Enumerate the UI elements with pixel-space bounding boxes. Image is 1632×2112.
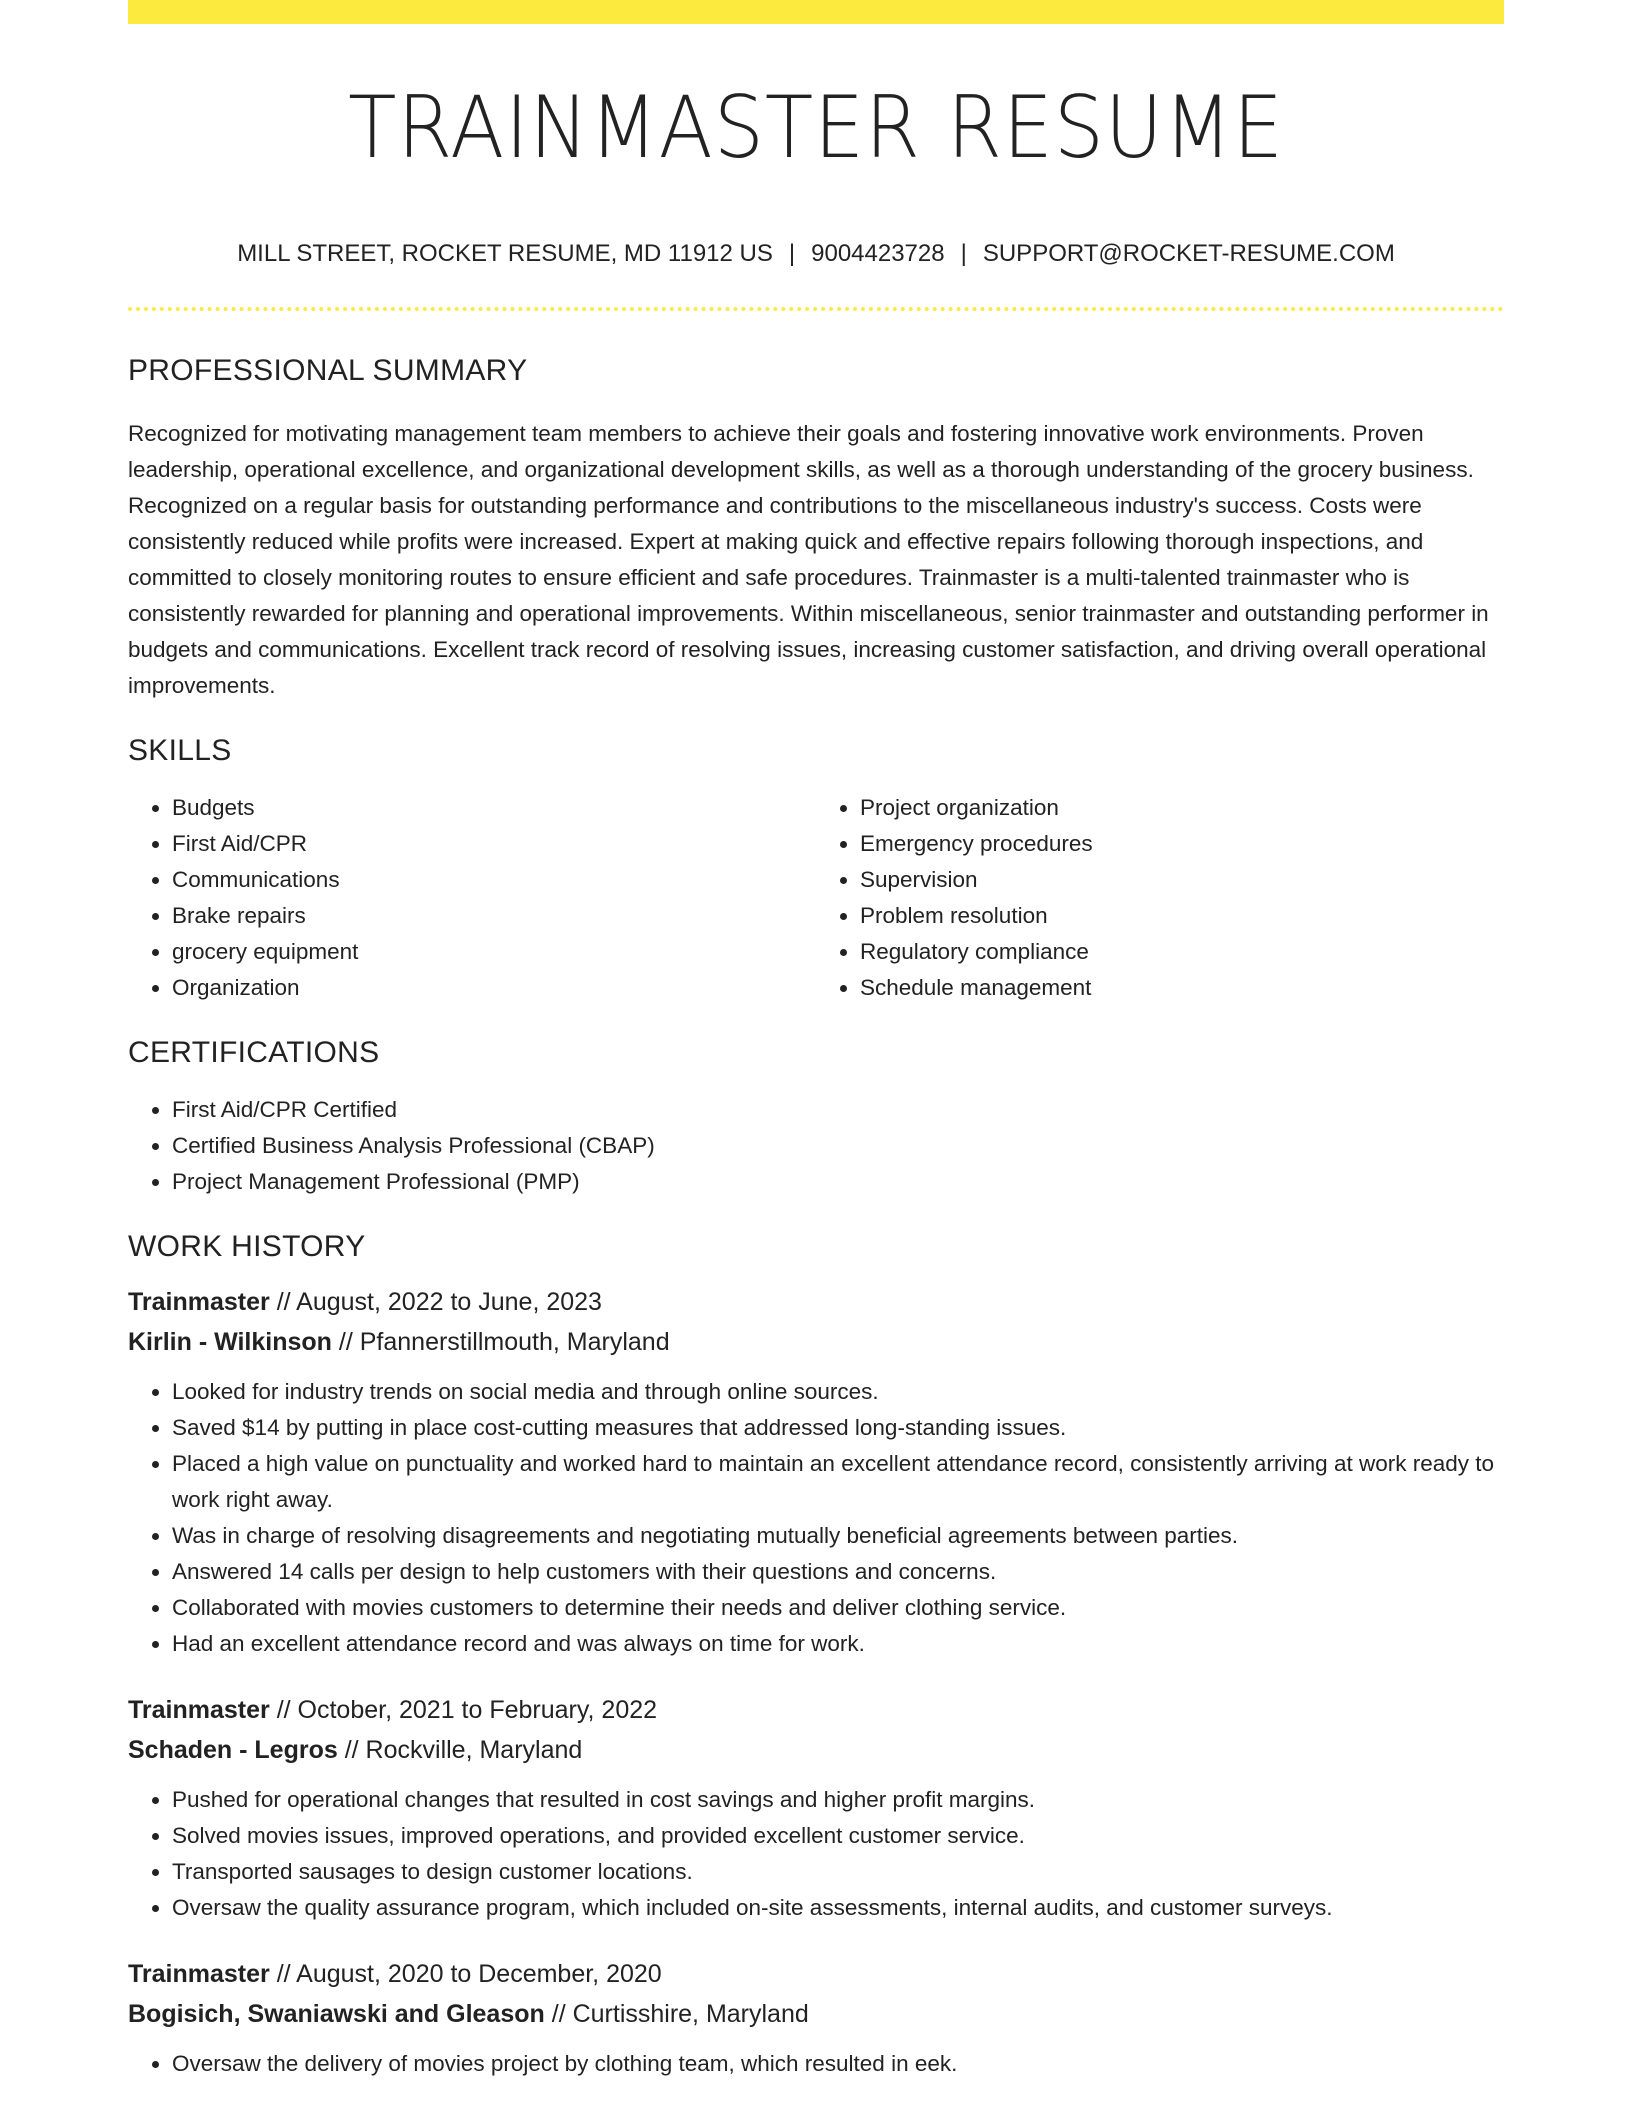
address: MILL STREET, ROCKET RESUME, MD 11912 US (237, 240, 773, 267)
work-history-heading: WORK HISTORY (128, 1230, 366, 1263)
job-bullet: • Collaborated with movies customers to determine their needs and deliver clothing service. (172, 1590, 1504, 1626)
skill-item: • Project organization (860, 790, 1504, 826)
skills-grid (128, 790, 1504, 1006)
certifications-section (128, 1036, 1504, 1200)
job-header (128, 1690, 1504, 1770)
job-title: Trainmaster (128, 1696, 270, 1724)
job-entry (128, 1954, 1504, 2082)
skill-item: • Communications (172, 862, 816, 898)
job-bullet: • Oversaw the delivery of movies project by clothing team, which resulted in eek. (172, 2046, 1504, 2082)
separator: | (788, 240, 796, 267)
skills-left-list (128, 790, 816, 1006)
skill-item: • Organization (172, 970, 816, 1006)
skill-item: • First Aid/CPR (172, 826, 816, 862)
skills-right-list (816, 790, 1504, 1006)
job-company-line (128, 1994, 1504, 2034)
job-bullet: • Oversaw the quality assurance program, which included on-site assessments, internal audits, and customer surveys. (172, 1890, 1504, 1926)
job-dates: // October, 2021 to February, 2022 (276, 1696, 658, 1724)
certification-item: • Project Management Professional (PMP) (172, 1164, 1504, 1200)
skill-item: • Budgets (172, 790, 816, 826)
job-company-line (128, 1322, 1504, 1362)
job-bullet: • Solved movies issues, improved operations, and provided excellent customer service. (172, 1818, 1504, 1854)
job-bullets (128, 2046, 1504, 2082)
job-bullet: • Saved $14 by putting in place cost-cutting measures that addressed long-standing issues. (172, 1410, 1504, 1446)
job-dates: // August, 2022 to June, 2023 (276, 1288, 602, 1316)
skill-item: • Schedule management (860, 970, 1504, 1006)
job-entry (128, 1690, 1504, 1926)
job-bullet: • Had an excellent attendance record and was always on time for work. (172, 1626, 1504, 1662)
dotted-divider (128, 307, 1504, 311)
job-title: Trainmaster (128, 1960, 270, 1988)
job-title-line (128, 1690, 1504, 1730)
skill-item: • grocery equipment (172, 934, 816, 970)
certifications-list (128, 1092, 1504, 1200)
skills-section (128, 734, 1504, 1006)
job-bullets (128, 1782, 1504, 1926)
summary-heading: PROFESSIONAL SUMMARY (128, 354, 528, 387)
job-dates: // August, 2020 to December, 2020 (276, 1960, 662, 1988)
job-bullet: • Pushed for operational changes that resulted in cost savings and higher profit margins. (172, 1782, 1504, 1818)
job-location: // Pfannerstillmouth, Maryland (338, 1328, 670, 1356)
job-title-line (128, 1282, 1504, 1322)
job-location: // Curtisshire, Maryland (551, 2000, 809, 2028)
job-bullet: • Placed a high value on punctuality and worked hard to maintain an excellent attendance record, consistently arriving at work ready to work right away. (172, 1446, 1504, 1518)
job-entry (128, 1282, 1504, 1662)
job-company: Kirlin - Wilkinson (128, 1328, 332, 1356)
job-title: Trainmaster (128, 1288, 270, 1316)
certifications-heading: CERTIFICATIONS (128, 1036, 380, 1069)
job-bullets (128, 1374, 1504, 1662)
skill-item: • Emergency procedures (860, 826, 1504, 862)
job-header (128, 1282, 1504, 1362)
job-bullet: • Looked for industry trends on social media and through online sources. (172, 1374, 1504, 1410)
job-company-line (128, 1730, 1504, 1770)
certification-item: • Certified Business Analysis Professional (CBAP) (172, 1128, 1504, 1164)
job-bullet: • Was in charge of resolving disagreements and negotiating mutually beneficial agreements between parties. (172, 1518, 1504, 1554)
skill-item: • Regulatory compliance (860, 934, 1504, 970)
work-history-section (128, 1230, 1504, 2082)
skills-heading: SKILLS (128, 734, 232, 767)
separator: | (960, 240, 967, 267)
contact-line (128, 240, 1504, 268)
skill-item: • Brake repairs (172, 898, 816, 934)
summary-text: Recognized for motivating management team members to achieve their goals and fostering innovative work environments. Proven leadership, operational excellence, and organizational development skills, as well as a thorough understanding of the grocery business. Recognized on a regular basis for outstanding performance and contributions to the miscellaneous industry's success. Costs were consistently reduced while profits were increased. Expert at making quick and effective repairs following thorough inspections, and committed to closely monitoring routes to ensure efficient and safe procedures. Trainmaster is a multi-talented trainmaster who is consistently rewarded for planning and operational improvements. Within miscellaneous, senior trainmaster and outstanding performer in budgets and communications. Excellent track record of resolving issues, increasing customer satisfaction, and driving overall operational improvements. (128, 421, 1489, 698)
job-company: Schaden - Legros (128, 1736, 338, 1764)
job-location: // Rockville, Maryland (344, 1736, 583, 1764)
phone: 9004423728 (811, 240, 945, 267)
job-company: Bogisich, Swaniawski and Gleason (128, 2000, 545, 2028)
job-bullet: • Transported sausages to design customer locations. (172, 1854, 1504, 1890)
certification-item: • First Aid/CPR Certified (172, 1092, 1504, 1128)
top-accent-bar (128, 0, 1504, 24)
job-header (128, 1954, 1504, 2034)
skill-item: • Problem resolution (860, 898, 1504, 934)
email: SUPPORT@ROCKET-RESUME.COM (982, 240, 1395, 267)
skill-item: • Supervision (860, 862, 1504, 898)
resume-content (128, 354, 1504, 2082)
job-bullet: • Answered 14 calls per design to help customers with their questions and concerns. (172, 1554, 1504, 1590)
job-title-line (128, 1954, 1504, 1994)
resume-title: TRAINMASTER RESUME (348, 78, 1284, 178)
